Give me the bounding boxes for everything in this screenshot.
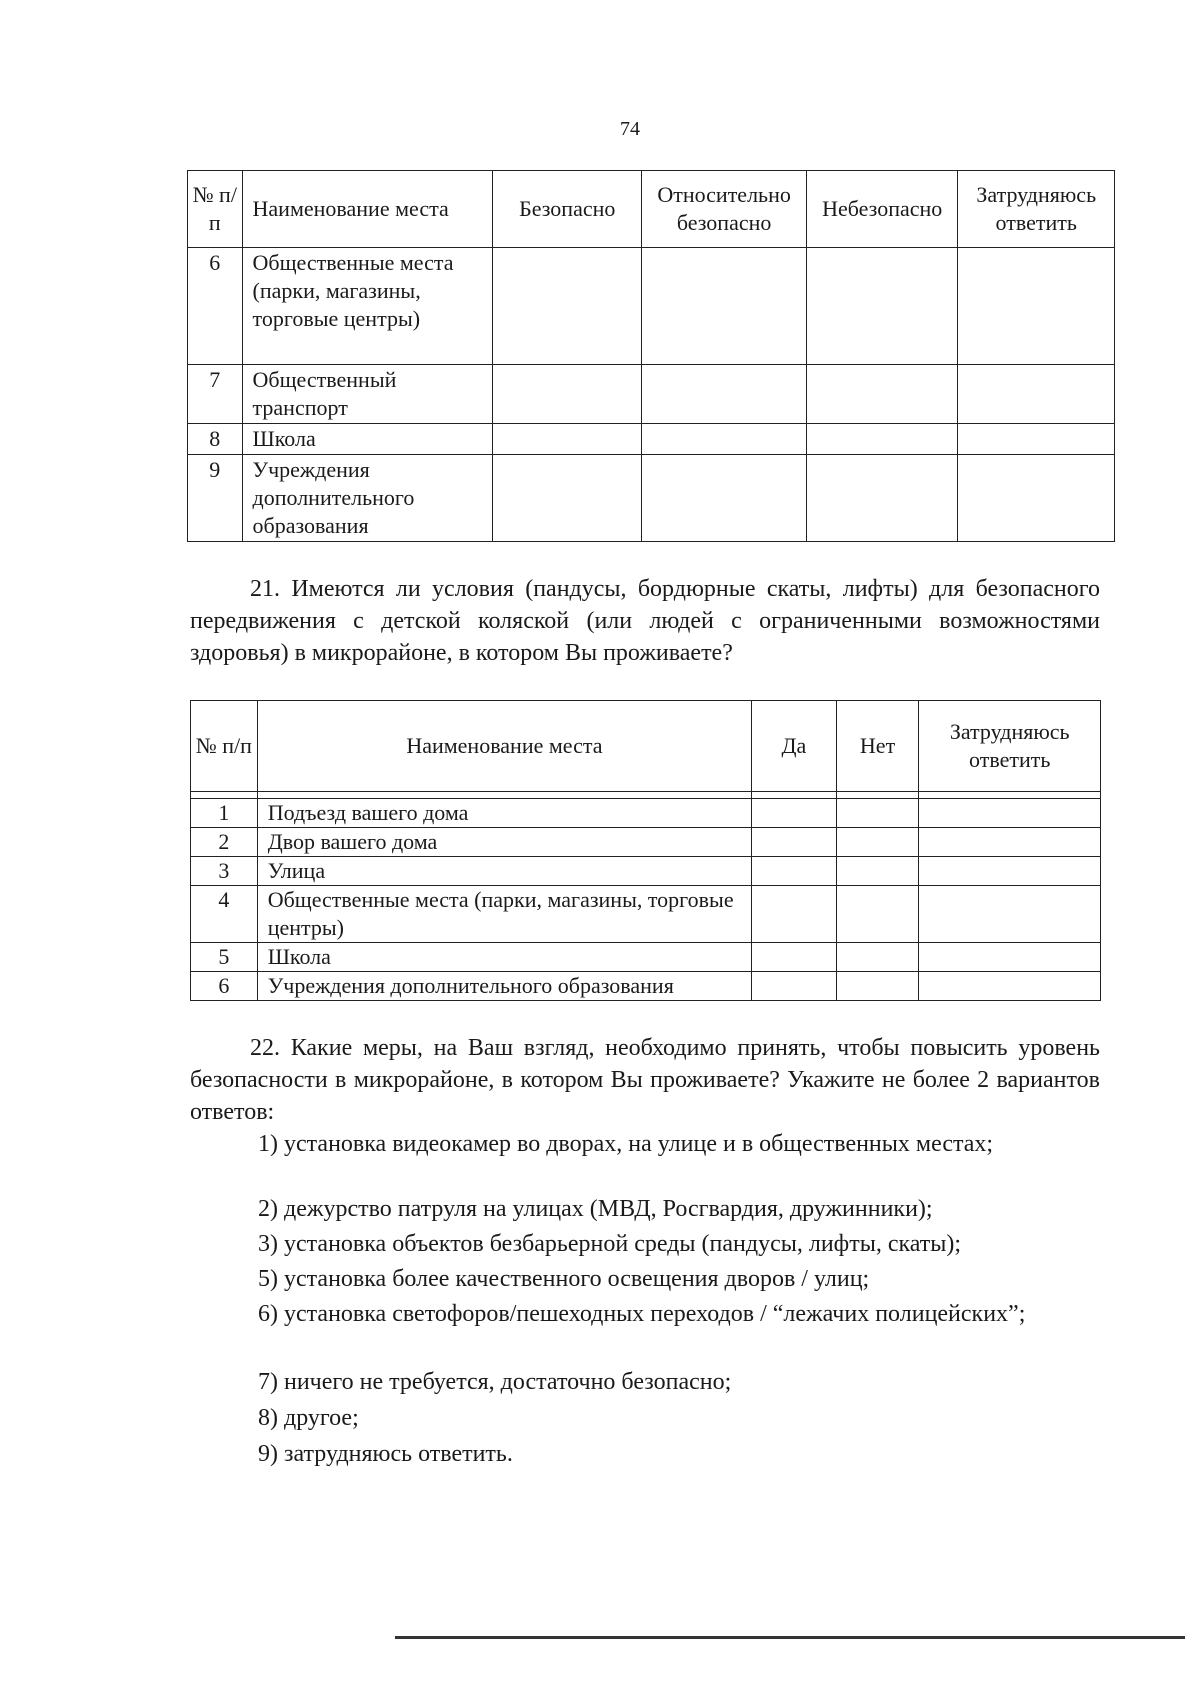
row-place: Общественные места (парки, магазины, торговые центры) (242, 248, 493, 365)
answer-cell[interactable] (752, 828, 837, 857)
option-item: 2) дежурство патруля на улицах (МВД, Росгвардия, дружинники); (258, 1196, 933, 1222)
answer-cell[interactable] (836, 857, 919, 886)
answer-cell[interactable] (836, 799, 919, 828)
answer-cell[interactable] (836, 886, 919, 943)
row-num: 4 (191, 886, 258, 943)
answer-cell[interactable] (752, 857, 837, 886)
table-row (191, 799, 1101, 828)
option-item: 7) ничего не требуется, достаточно безопасно; (258, 1369, 732, 1395)
answer-cell[interactable] (919, 857, 1101, 886)
table-row (188, 248, 1115, 365)
answer-cell[interactable] (752, 799, 837, 828)
answer-cell[interactable] (642, 455, 807, 542)
table-header-row (191, 701, 1101, 792)
footer-rule (395, 1636, 1185, 1639)
answer-cell[interactable] (958, 424, 1115, 455)
table-header-row (188, 171, 1115, 248)
table-row (191, 886, 1101, 943)
header-unsafe: Небезопасно (806, 171, 958, 248)
answer-cell[interactable] (806, 248, 958, 365)
row-place: Улица (257, 857, 751, 886)
answer-cell[interactable] (752, 886, 837, 943)
option-item: 6) установка светофоров/пешеходных переходов / “лежачих полицейских”; (258, 1301, 1026, 1327)
accessibility-table (190, 700, 1101, 1001)
header-num: № п/п (191, 701, 258, 792)
answer-cell[interactable] (642, 248, 807, 365)
row-num: 3 (191, 857, 258, 886)
table-gap-row (191, 792, 1101, 799)
question-21-text: 21. Имеются ли условия (пандусы, бордюрные скаты, лифты) для безопасного передвижения с детской коляской (или людей с ограниченными возможностями здоровья) в микрорайоне, в котором Вы проживаете? (190, 576, 1100, 666)
answer-cell[interactable] (836, 828, 919, 857)
row-num: 7 (188, 365, 243, 424)
answer-cell[interactable] (493, 365, 642, 424)
row-place: Школа (257, 943, 751, 972)
option-item: 1) установка видеокамер во дворах, на улице и в общественных местах; (258, 1131, 994, 1157)
row-num: 6 (188, 248, 243, 365)
answer-cell[interactable] (958, 365, 1115, 424)
answer-cell[interactable] (919, 799, 1101, 828)
answer-cell[interactable] (836, 972, 919, 1001)
header-safe: Безопасно (493, 171, 642, 248)
table-row (191, 828, 1101, 857)
answer-cell[interactable] (919, 886, 1101, 943)
row-place: Общественные места (парки, магазины, торговые центры) (257, 886, 751, 943)
header-hard-to-answer: Затрудняюсь ответить (919, 701, 1101, 792)
table-row (188, 424, 1115, 455)
answer-cell[interactable] (642, 365, 807, 424)
answer-cell[interactable] (642, 424, 807, 455)
row-place: Учреждения дополнительного образования (242, 455, 493, 542)
row-num: 1 (191, 799, 258, 828)
row-num: 6 (191, 972, 258, 1001)
row-num: 9 (188, 455, 243, 542)
table-row (191, 943, 1101, 972)
header-yes: Да (752, 701, 837, 792)
option-item: 9) затрудняюсь ответить. (258, 1441, 513, 1467)
table-row (188, 365, 1115, 424)
row-place: Подъезд вашего дома (257, 799, 751, 828)
answer-cell[interactable] (493, 424, 642, 455)
answer-cell[interactable] (919, 943, 1101, 972)
answer-cell[interactable] (752, 943, 837, 972)
row-place: Двор вашего дома (257, 828, 751, 857)
answer-cell[interactable] (919, 828, 1101, 857)
answer-cell[interactable] (806, 365, 958, 424)
row-place: Учреждения дополнительного образования (257, 972, 751, 1001)
row-place: Школа (242, 424, 493, 455)
answer-cell[interactable] (806, 455, 958, 542)
page-number: 74 (620, 118, 640, 140)
answer-cell[interactable] (493, 455, 642, 542)
table-row (191, 972, 1101, 1001)
question-22 (190, 1032, 1100, 1128)
row-num: 2 (191, 828, 258, 857)
header-hard-to-answer: Затрудняюсь ответить (958, 171, 1115, 248)
row-num: 8 (188, 424, 243, 455)
question-21 (190, 573, 1100, 669)
answer-cell[interactable] (836, 943, 919, 972)
row-place: Общественный транспорт (242, 365, 493, 424)
header-place: Наименование места (257, 701, 751, 792)
header-num: № п/п (188, 171, 243, 248)
table-row (191, 857, 1101, 886)
header-no: Нет (836, 701, 919, 792)
safety-table (187, 170, 1115, 542)
option-item: 5) установка более качественного освещения дворов / улиц; (258, 1266, 870, 1292)
answer-cell[interactable] (919, 972, 1101, 1001)
answer-cell[interactable] (806, 424, 958, 455)
answer-cell[interactable] (958, 248, 1115, 365)
answer-cell[interactable] (752, 972, 837, 1001)
table-row (188, 455, 1115, 542)
question-22-text: 22. Какие меры, на Ваш взгляд, необходимо принять, чтобы повысить уровень безопасности в микрорайоне, в котором Вы проживаете? Укажите не более 2 вариантов ответов: (190, 1035, 1100, 1125)
header-relatively-safe: Относительно безопасно (642, 171, 807, 248)
answer-cell[interactable] (493, 248, 642, 365)
row-num: 5 (191, 943, 258, 972)
header-place: Наименование места (242, 171, 493, 248)
option-item: 8) другое; (258, 1405, 359, 1431)
option-item: 3) установка объектов безбарьерной среды (пандусы, лифты, скаты); (258, 1231, 962, 1257)
answer-cell[interactable] (958, 455, 1115, 542)
